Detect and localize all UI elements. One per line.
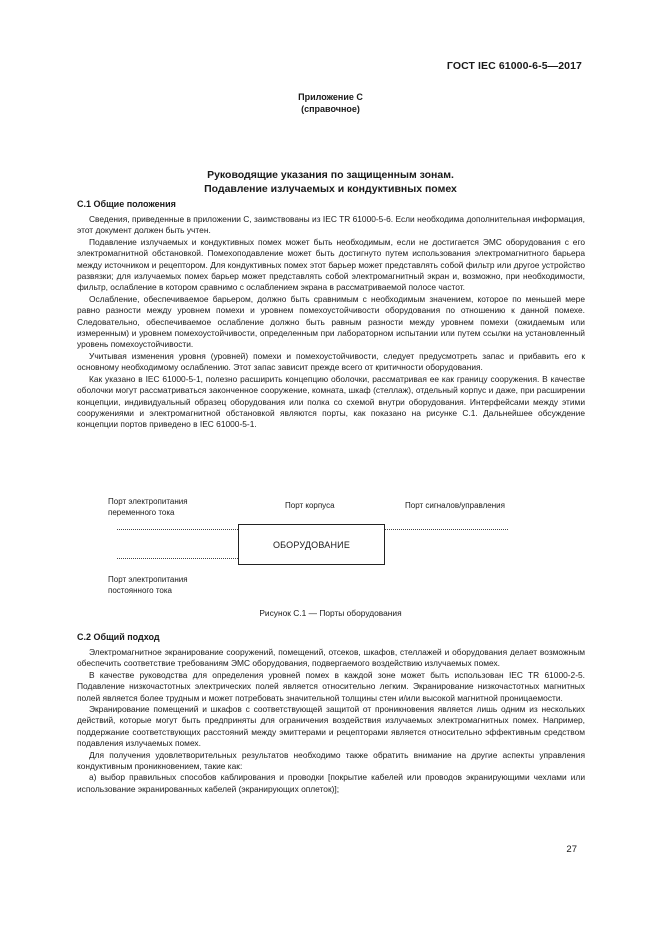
section-heading-c2: С.2 Общий подход [77, 632, 160, 642]
standard-id-header: ГОСТ IEC 61000-6-5—2017 [446, 60, 582, 72]
section-heading-c1: С.1 Общие положения [77, 199, 176, 209]
ac-port-line-1: Порт электропитания [108, 497, 188, 506]
dc-power-port-label [108, 574, 188, 596]
annex-label: Приложение С [298, 92, 363, 102]
main-title-line-2: Подавление излучаемых и кондуктивных помех [204, 183, 457, 195]
dc-port-line-1: Порт электропитания [108, 575, 188, 584]
paragraph: Учитывая изменения уровня (уровней) помехи и помехоустойчивости, следует предусмотреть запас и прибавить его к основному необходимому ослаблению. Этот запас зависит прежде всего от критичности оборудования. [77, 350, 585, 373]
enclosure-port-label: Порт корпуса [285, 501, 335, 510]
paragraph: Подавление излучаемых и кондуктивных помех может быть необходимым, если не достигается ЭМС оборудования с его электромагнитной обстановкой. Помехоподавление может быть достигнуто путем использования электромагнитного барьера между источником и рецептором. Для кондуктивных помех этот барьер может представлять собой фильтр или другое устройство развязки; для излучаемых помех барьер может представлять собой электромагнитный экран и, возможно, при необходимости, фильтр, ослабление в котором сравнимо с ослаблением экрана в рассматриваемой полосе частот. [77, 236, 585, 293]
section-c2-body [77, 647, 585, 795]
ac-power-line [117, 529, 238, 530]
paragraph: Ослабление, обеспечиваемое барьером, должно быть сравнимым с необходимым значением, которое по меньшей мере равно разности между уровнем помехи и уровнем помехоустойчивости оборудования по отношению к данной помехе. Следовательно, обеспечиваемое ослабление должно быть равным разности между уровнем помехи (ожидаемым или измеренным) и уровнем помехоустойчивости, определенным при лабораторном испытании или путем ссылки на установленный уровень помехоустойчивости. [77, 293, 585, 350]
section-c1-body [77, 214, 585, 431]
paragraph: Как указано в IEC 61000-5-1, полезно расширить концепцию оболочки, рассматривая ее как границу сооружения. В качестве оболочки могут рассматриваться законченное сооружение, комната, шкаф (стеллаж), отдельный корпус и даже, при расширении концепции, индивидуальный образец оборудования или полка со схемой внутри оборудования. Интерфейсами между этими сооружениями и электромагнитной обстановкой являются порты, как показано на рисунке С.1. Дальнейшее обсуждение концепции портов приведено в IEC 61000-5-1. [77, 373, 585, 430]
ports-diagram [105, 492, 525, 602]
annex-title [0, 91, 661, 115]
list-item: а) выбор правильных способов каблирования и проводки [покрытие кабелей или проводов экранирующими чехлами или использование экранированных кабелей (экранирующих оплеток)]; [77, 772, 585, 794]
annex-subtitle: (справочное) [301, 104, 360, 114]
paragraph: В качестве руководства для определения уровней помех в каждой зоне может быть использован IEC TR 61000-2-5. Подавление низкочастотных электрических полей является относительно легким. Экранирование низкочастотных магнитных полей является более трудным и может потребовать значительной толщины стен и/или высокой магнитной проницаемости. [77, 669, 585, 703]
paragraph: Экранирование помещений и шкафов с соответствующей защитой от проникновения является лишь одним из нескольких действий, которые могут быть предприняты для ограничения воздействия излучаемых электромагнитных помех. Например, поддержание соответствующих расстояний между эмиттерами и рецепторами является относительно эффективным средством подавления излучаемых помех. [77, 704, 585, 749]
dc-power-line [117, 558, 238, 559]
ac-power-port-label [108, 496, 188, 518]
main-title-line-1: Руководящие указания по защищенным зонам. [207, 169, 454, 181]
signal-line [385, 529, 508, 530]
figure-caption: Рисунок С.1 — Порты оборудования [259, 608, 402, 618]
page-number: 27 [566, 844, 577, 855]
ac-port-line-2: переменного тока [108, 508, 175, 517]
annex-main-title [0, 168, 661, 196]
paragraph: Электромагнитное экранирование сооружений, помещений, отсеков, шкафов, стеллажей и оборудования делает возможным обеспечить соответствие требованиям ЭМС оборудования, подвергаемого воздействию излучаемых помех. [77, 647, 585, 669]
signal-port-label: Порт сигналов/управления [405, 501, 505, 510]
paragraph: Для получения удовлетворительных результатов необходимо также обратить внимание на другие аспекты управления кондуктивным проникновением, такие как: [77, 749, 585, 772]
dc-port-line-2: постоянного тока [108, 586, 172, 595]
equipment-box: ОБОРУДОВАНИЕ [238, 524, 385, 565]
paragraph: Сведения, приведенные в приложении С, заимствованы из IEC TR 61000-5-6. Если необходима дополнительная информация, этот документ должен быть учтен. [77, 214, 585, 236]
